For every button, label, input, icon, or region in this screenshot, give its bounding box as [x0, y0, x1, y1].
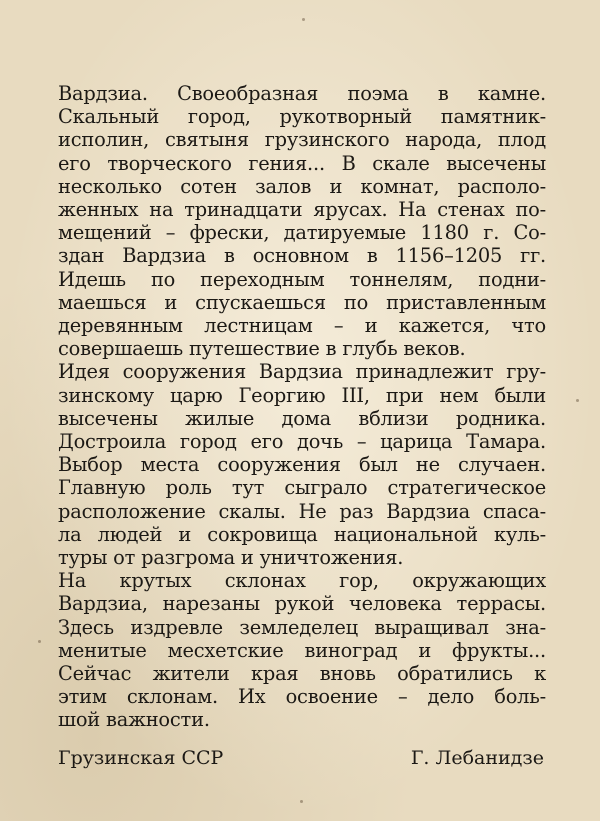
text-line: Скальный город, рукотворный памятник- [58, 105, 546, 129]
text-line: несколько сотен залов и комнат, располо- [58, 174, 546, 198]
paper-speck [300, 800, 303, 803]
text-line: ла людей и сокровища национальной куль- [58, 522, 546, 546]
text-line: туры от разгрома и уничтожения. [58, 546, 404, 570]
text-line: Вардзиа. Своеобразная поэма в камне. [58, 82, 546, 105]
text-line: маешься и спускаешься по приставленным [58, 290, 546, 314]
text-line: зинскому царю Георгию III, при нем были [58, 383, 546, 407]
text-line: Идея сооружения Вардзиа принадлежит гру- [58, 360, 546, 384]
text-line: Главную роль тут сыграло стратегическое [58, 476, 546, 500]
text-line: совершаешь путешествие в глубь веков. [58, 337, 466, 361]
footer-region: Грузинская ССР [58, 747, 224, 769]
text-line: Идешь по переходным тоннелям, подни- [58, 267, 546, 291]
paper-speck [38, 640, 41, 643]
text-line: Здесь издревле земледелец выращивал зна- [58, 615, 546, 639]
text-line: расположение скалы. Не раз Вардзиа спаса- [58, 499, 546, 523]
text-line: женных на тринадцати ярусах. На стенах по- [58, 198, 546, 222]
text-line: Достроила город его дочь – царица Тамара. [58, 430, 546, 454]
text-line: здан Вардзиа в основном в 1156–1205 гг. [58, 244, 546, 268]
text-line: Сейчас жители края вновь обратились к [58, 662, 546, 686]
text-line: этим склонам. Их освоение – дело боль- [58, 685, 546, 709]
text-line: высечены жилые дома вблизи родника. [58, 406, 546, 430]
footer [58, 746, 544, 770]
text-line: исполин, святыня грузинского народа, плод [58, 128, 546, 152]
text-line: его творческого гения... В скале высечены [58, 151, 546, 175]
text-line: На крутых склонах гор, окружающих [58, 569, 546, 593]
article-text [58, 82, 546, 732]
footer-author: Г. Лебанидзе [410, 747, 544, 769]
text-line: Выбор места сооружения был не случаен. [58, 453, 546, 477]
text-line: Вардзиа, нарезаны рукой человека террасы. [58, 592, 546, 616]
text-line: мещений – фрески, датируемые 1180 г. Со- [58, 221, 546, 245]
paper-speck [302, 18, 305, 21]
text-line: шой важности. [58, 708, 210, 732]
paper-speck [576, 399, 579, 402]
text-line: менитые месхетские виноград и фрукты... [58, 638, 546, 662]
text-line: деревянным лестницам – и кажется, что [58, 314, 546, 338]
